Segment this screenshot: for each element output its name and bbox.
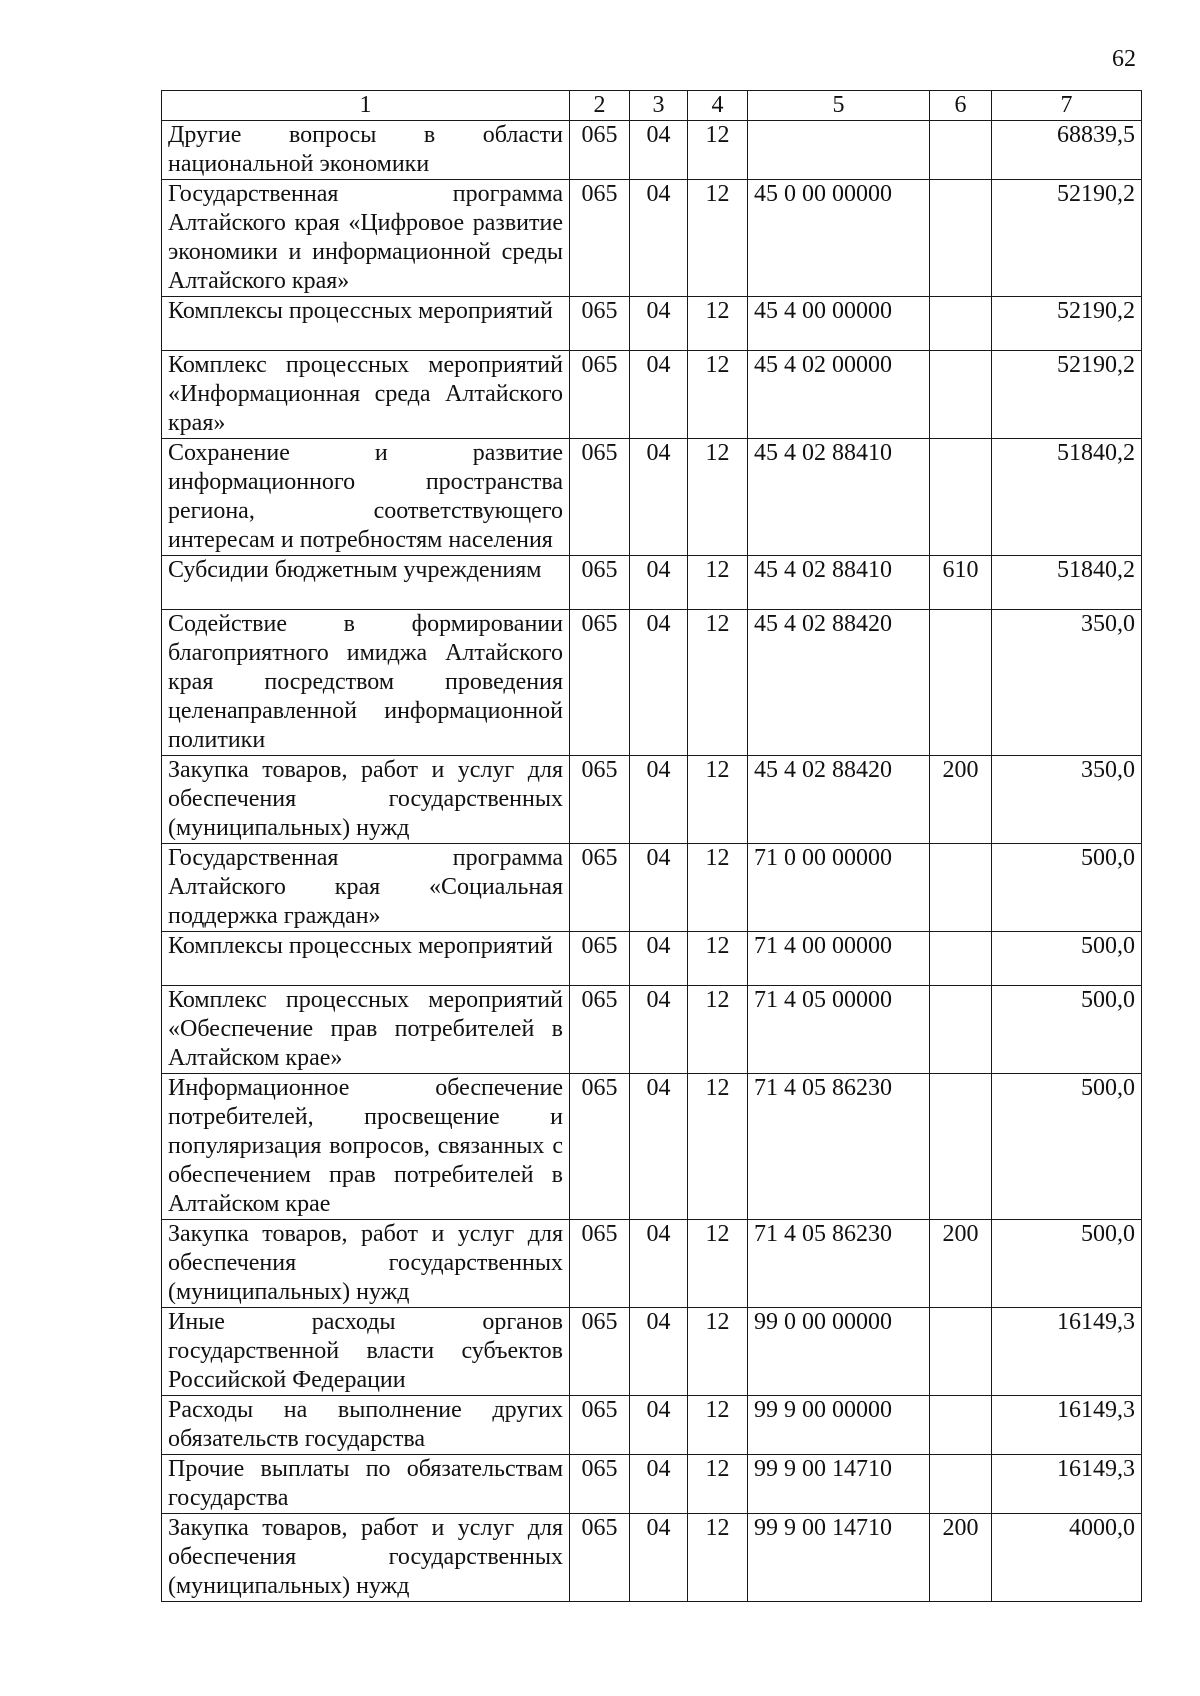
row-name-cell-text: Комплексы процессных мероприятий bbox=[168, 298, 553, 324]
row-target-article-cell-text: 71 0 00 00000 bbox=[754, 845, 892, 871]
row-vedomstvo-cell-text: 065 bbox=[581, 122, 618, 148]
row-podrazdel-cell bbox=[688, 439, 748, 556]
row-target-article-cell bbox=[748, 1220, 930, 1308]
row-expense-type-cell bbox=[930, 1074, 992, 1220]
row-vedomstvo-cell-text: 065 bbox=[581, 181, 618, 207]
row-expense-type-cell bbox=[930, 351, 992, 439]
row-sum-cell bbox=[992, 121, 1142, 180]
row-name-cell bbox=[162, 1396, 570, 1455]
page-number: 62 bbox=[1112, 46, 1136, 72]
row-name-cell bbox=[162, 756, 570, 844]
row-expense-type-cell bbox=[930, 1396, 992, 1455]
row-sum-cell-text: 350,0 bbox=[1081, 757, 1135, 783]
row-podrazdel-cell-text: 12 bbox=[705, 440, 730, 466]
row-vedomstvo-cell bbox=[570, 986, 630, 1074]
row-vedomstvo-cell bbox=[570, 121, 630, 180]
row-target-article-cell-text: 45 4 02 00000 bbox=[754, 352, 892, 378]
row-podrazdel-cell-text: 12 bbox=[705, 1456, 730, 1482]
row-vedomstvo-cell bbox=[570, 1455, 630, 1514]
row-expense-type-cell bbox=[930, 556, 992, 610]
row-podrazdel-cell bbox=[688, 1455, 748, 1514]
row-target-article-cell bbox=[748, 756, 930, 844]
row-expense-type-cell bbox=[930, 297, 992, 351]
table-row bbox=[162, 297, 1142, 351]
row-name-cell-text: Расходы на выполнение других обязательств государства bbox=[168, 1397, 563, 1452]
row-podrazdel-cell-text: 12 bbox=[705, 757, 730, 783]
row-razdel-cell-text: 04 bbox=[646, 1075, 671, 1101]
row-sum-cell-text: 52190,2 bbox=[1057, 181, 1135, 207]
row-vedomstvo-cell bbox=[570, 297, 630, 351]
row-name-cell-text: Закупка товаров, работ и услуг для обеспечения государственных (муниципальных) нужд bbox=[168, 757, 563, 841]
row-target-article-cell-text: 71 4 05 86230 bbox=[754, 1221, 892, 1247]
row-sum-cell bbox=[992, 439, 1142, 556]
row-target-article-cell bbox=[748, 844, 930, 932]
row-podrazdel-cell-text: 12 bbox=[705, 1075, 730, 1101]
row-vedomstvo-cell bbox=[570, 844, 630, 932]
row-vedomstvo-cell-text: 065 bbox=[581, 987, 618, 1013]
row-expense-type-cell bbox=[930, 1220, 992, 1308]
row-razdel-cell bbox=[630, 932, 688, 986]
row-name-cell bbox=[162, 351, 570, 439]
column-header: 5 bbox=[748, 91, 930, 121]
row-vedomstvo-cell-text: 065 bbox=[581, 611, 618, 637]
row-target-article-cell-text: 71 4 05 00000 bbox=[754, 987, 892, 1013]
row-vedomstvo-cell-text: 065 bbox=[581, 352, 618, 378]
row-target-article-cell bbox=[748, 1308, 930, 1396]
table-row bbox=[162, 756, 1142, 844]
row-razdel-cell bbox=[630, 1220, 688, 1308]
row-name-cell bbox=[162, 180, 570, 297]
row-expense-type-cell-text: 200 bbox=[942, 1515, 979, 1541]
row-target-article-cell-text: 45 4 02 88420 bbox=[754, 611, 892, 637]
row-target-article-cell bbox=[748, 180, 930, 297]
row-podrazdel-cell bbox=[688, 180, 748, 297]
row-target-article-cell bbox=[748, 1514, 930, 1602]
row-target-article-cell-text: 99 9 00 00000 bbox=[754, 1397, 892, 1423]
table-row bbox=[162, 844, 1142, 932]
row-name-cell-text: Информационное обеспечение потребителей, просвещение и популяризация вопросов, связанных с обеспечением прав потребителей в Алтайском крае bbox=[168, 1075, 563, 1217]
column-header: 3 bbox=[630, 91, 688, 121]
row-razdel-cell bbox=[630, 610, 688, 756]
row-expense-type-cell-text: 610 bbox=[942, 557, 979, 583]
row-name-cell-text: Закупка товаров, работ и услуг для обеспечения государственных (муниципальных) нужд bbox=[168, 1515, 563, 1599]
column-header: 6 bbox=[930, 91, 992, 121]
row-vedomstvo-cell-text: 065 bbox=[581, 440, 618, 466]
table-row bbox=[162, 1074, 1142, 1220]
row-name-cell bbox=[162, 1308, 570, 1396]
row-vedomstvo-cell bbox=[570, 610, 630, 756]
row-podrazdel-cell-text: 12 bbox=[705, 845, 730, 871]
row-vedomstvo-cell-text: 065 bbox=[581, 1221, 618, 1247]
row-target-article-cell-text: 45 4 02 88410 bbox=[754, 557, 892, 583]
row-name-cell-text: Комплексы процессных мероприятий bbox=[168, 933, 553, 959]
row-vedomstvo-cell-text: 065 bbox=[581, 557, 618, 583]
table-row bbox=[162, 1220, 1142, 1308]
row-target-article-cell-text: 45 4 00 00000 bbox=[754, 298, 892, 324]
row-name-cell bbox=[162, 297, 570, 351]
row-razdel-cell-text: 04 bbox=[646, 122, 671, 148]
row-name-cell-text: Иные расходы органов государственной власти субъектов Российской Федерации bbox=[168, 1309, 563, 1393]
row-name-cell bbox=[162, 556, 570, 610]
row-target-article-cell bbox=[748, 1396, 930, 1455]
row-vedomstvo-cell-text: 065 bbox=[581, 845, 618, 871]
row-vedomstvo-cell-text: 065 bbox=[581, 1075, 618, 1101]
row-podrazdel-cell-text: 12 bbox=[705, 557, 730, 583]
row-razdel-cell-text: 04 bbox=[646, 757, 671, 783]
row-podrazdel-cell bbox=[688, 556, 748, 610]
row-sum-cell-text: 350,0 bbox=[1081, 611, 1135, 637]
row-razdel-cell-text: 04 bbox=[646, 352, 671, 378]
row-podrazdel-cell-text: 12 bbox=[705, 933, 730, 959]
row-vedomstvo-cell bbox=[570, 1396, 630, 1455]
row-expense-type-cell bbox=[930, 1514, 992, 1602]
row-podrazdel-cell bbox=[688, 297, 748, 351]
row-name-cell bbox=[162, 1455, 570, 1514]
row-expense-type-cell bbox=[930, 756, 992, 844]
row-target-article-cell bbox=[748, 1074, 930, 1220]
row-podrazdel-cell bbox=[688, 1396, 748, 1455]
row-podrazdel-cell bbox=[688, 756, 748, 844]
row-name-cell bbox=[162, 986, 570, 1074]
row-target-article-cell bbox=[748, 610, 930, 756]
row-sum-cell bbox=[992, 610, 1142, 756]
row-vedomstvo-cell-text: 065 bbox=[581, 298, 618, 324]
row-expense-type-cell bbox=[930, 1455, 992, 1514]
table-row bbox=[162, 1308, 1142, 1396]
row-vedomstvo-cell-text: 065 bbox=[581, 1309, 618, 1335]
row-sum-cell-text: 51840,2 bbox=[1057, 557, 1135, 583]
row-sum-cell bbox=[992, 1396, 1142, 1455]
row-name-cell-text: Содействие в формировании благоприятного имиджа Алтайского края посредством проведения целенаправленной информационной политики bbox=[168, 611, 563, 753]
row-podrazdel-cell-text: 12 bbox=[705, 298, 730, 324]
row-podrazdel-cell bbox=[688, 1220, 748, 1308]
table-row bbox=[162, 1455, 1142, 1514]
row-sum-cell-text: 16149,3 bbox=[1057, 1456, 1135, 1482]
row-razdel-cell-text: 04 bbox=[646, 181, 671, 207]
row-sum-cell-text: 500,0 bbox=[1081, 845, 1135, 871]
row-target-article-cell-text: 45 4 02 88420 bbox=[754, 757, 892, 783]
row-expense-type-cell-text: 200 bbox=[942, 1221, 979, 1247]
row-sum-cell-text: 51840,2 bbox=[1057, 440, 1135, 466]
row-sum-cell bbox=[992, 932, 1142, 986]
row-podrazdel-cell-text: 12 bbox=[705, 181, 730, 207]
row-sum-cell-text: 16149,3 bbox=[1057, 1397, 1135, 1423]
row-sum-cell-text: 500,0 bbox=[1081, 1221, 1135, 1247]
row-razdel-cell-text: 04 bbox=[646, 933, 671, 959]
row-name-cell-text: Комплекс процессных мероприятий «Информационная среда Алтайского края» bbox=[168, 352, 563, 436]
row-name-cell-text: Субсидии бюджетным учреждениям bbox=[168, 557, 542, 583]
table-row bbox=[162, 439, 1142, 556]
row-name-cell bbox=[162, 439, 570, 556]
row-sum-cell bbox=[992, 180, 1142, 297]
row-name-cell bbox=[162, 610, 570, 756]
row-razdel-cell bbox=[630, 556, 688, 610]
row-podrazdel-cell bbox=[688, 351, 748, 439]
row-sum-cell bbox=[992, 556, 1142, 610]
row-vedomstvo-cell bbox=[570, 556, 630, 610]
row-name-cell-text: Сохранение и развитие информационного пространства региона, соответствующего интересам и потребностям населения bbox=[168, 440, 563, 553]
row-expense-type-cell bbox=[930, 610, 992, 756]
row-razdel-cell-text: 04 bbox=[646, 1309, 671, 1335]
row-target-article-cell bbox=[748, 1455, 930, 1514]
budget-table bbox=[161, 90, 1142, 1602]
row-razdel-cell-text: 04 bbox=[646, 1456, 671, 1482]
row-vedomstvo-cell-text: 065 bbox=[581, 1456, 618, 1482]
row-sum-cell-text: 500,0 bbox=[1081, 933, 1135, 959]
row-target-article-cell-text: 71 4 00 00000 bbox=[754, 933, 892, 959]
column-header: 1 bbox=[162, 91, 570, 121]
row-razdel-cell-text: 04 bbox=[646, 987, 671, 1013]
row-name-cell-text: Закупка товаров, работ и услуг для обеспечения государственных (муниципальных) нужд bbox=[168, 1221, 563, 1305]
table-row bbox=[162, 986, 1142, 1074]
row-razdel-cell-text: 04 bbox=[646, 845, 671, 871]
row-expense-type-cell-text: 200 bbox=[942, 757, 979, 783]
table-row bbox=[162, 121, 1142, 180]
row-vedomstvo-cell bbox=[570, 1074, 630, 1220]
row-podrazdel-cell-text: 12 bbox=[705, 987, 730, 1013]
row-sum-cell bbox=[992, 844, 1142, 932]
row-razdel-cell bbox=[630, 1514, 688, 1602]
header-row bbox=[162, 91, 1142, 121]
row-podrazdel-cell bbox=[688, 121, 748, 180]
row-podrazdel-cell bbox=[688, 844, 748, 932]
row-sum-cell bbox=[992, 351, 1142, 439]
row-razdel-cell bbox=[630, 844, 688, 932]
row-razdel-cell-text: 04 bbox=[646, 557, 671, 583]
row-sum-cell bbox=[992, 756, 1142, 844]
row-razdel-cell-text: 04 bbox=[646, 1515, 671, 1541]
row-vedomstvo-cell bbox=[570, 351, 630, 439]
row-podrazdel-cell bbox=[688, 610, 748, 756]
row-podrazdel-cell bbox=[688, 1074, 748, 1220]
row-vedomstvo-cell-text: 065 bbox=[581, 1397, 618, 1423]
row-expense-type-cell bbox=[930, 180, 992, 297]
row-name-cell bbox=[162, 1514, 570, 1602]
row-vedomstvo-cell-text: 065 bbox=[581, 1515, 618, 1541]
row-podrazdel-cell-text: 12 bbox=[705, 122, 730, 148]
row-sum-cell-text: 500,0 bbox=[1081, 1075, 1135, 1101]
row-sum-cell bbox=[992, 1455, 1142, 1514]
row-expense-type-cell bbox=[930, 121, 992, 180]
row-razdel-cell bbox=[630, 986, 688, 1074]
row-razdel-cell-text: 04 bbox=[646, 1221, 671, 1247]
row-razdel-cell-text: 04 bbox=[646, 1397, 671, 1423]
row-razdel-cell bbox=[630, 1308, 688, 1396]
row-razdel-cell-text: 04 bbox=[646, 611, 671, 637]
row-target-article-cell-text: 45 4 02 88410 bbox=[754, 440, 892, 466]
row-target-article-cell-text: 99 9 00 14710 bbox=[754, 1515, 892, 1541]
row-target-article-cell bbox=[748, 439, 930, 556]
table-row bbox=[162, 556, 1142, 610]
row-sum-cell bbox=[992, 1308, 1142, 1396]
table-row bbox=[162, 610, 1142, 756]
row-podrazdel-cell bbox=[688, 986, 748, 1074]
row-vedomstvo-cell bbox=[570, 932, 630, 986]
row-razdel-cell bbox=[630, 180, 688, 297]
row-target-article-cell bbox=[748, 121, 930, 180]
row-name-cell-text: Прочие выплаты по обязательствам государства bbox=[168, 1456, 563, 1511]
row-sum-cell-text: 68839,5 bbox=[1057, 122, 1135, 148]
row-sum-cell bbox=[992, 986, 1142, 1074]
row-expense-type-cell bbox=[930, 844, 992, 932]
row-vedomstvo-cell bbox=[570, 1514, 630, 1602]
row-name-cell-text: Государственная программа Алтайского края «Цифровое развитие экономики и информационной среды Алтайского края» bbox=[168, 181, 563, 294]
row-razdel-cell-text: 04 bbox=[646, 298, 671, 324]
table-row bbox=[162, 1396, 1142, 1455]
table-row bbox=[162, 351, 1142, 439]
row-name-cell-text: Другие вопросы в области национальной экономики bbox=[168, 122, 563, 177]
row-name-cell bbox=[162, 121, 570, 180]
row-expense-type-cell bbox=[930, 1308, 992, 1396]
row-razdel-cell bbox=[630, 1455, 688, 1514]
row-sum-cell bbox=[992, 1074, 1142, 1220]
row-razdel-cell bbox=[630, 297, 688, 351]
row-vedomstvo-cell bbox=[570, 756, 630, 844]
row-razdel-cell bbox=[630, 121, 688, 180]
row-podrazdel-cell-text: 12 bbox=[705, 352, 730, 378]
row-target-article-cell-text: 99 0 00 00000 bbox=[754, 1309, 892, 1335]
table-row bbox=[162, 932, 1142, 986]
row-sum-cell-text: 500,0 bbox=[1081, 987, 1135, 1013]
row-podrazdel-cell-text: 12 bbox=[705, 1309, 730, 1335]
row-sum-cell-text: 52190,2 bbox=[1057, 352, 1135, 378]
row-sum-cell bbox=[992, 297, 1142, 351]
row-sum-cell-text: 4000,0 bbox=[1069, 1515, 1135, 1541]
row-podrazdel-cell-text: 12 bbox=[705, 1515, 730, 1541]
row-name-cell bbox=[162, 844, 570, 932]
row-expense-type-cell bbox=[930, 932, 992, 986]
row-razdel-cell bbox=[630, 1396, 688, 1455]
row-razdel-cell bbox=[630, 1074, 688, 1220]
row-target-article-cell-text: 99 9 00 14710 bbox=[754, 1456, 892, 1482]
row-podrazdel-cell-text: 12 bbox=[705, 611, 730, 637]
row-vedomstvo-cell bbox=[570, 1220, 630, 1308]
row-razdel-cell-text: 04 bbox=[646, 440, 671, 466]
row-name-cell-text: Государственная программа Алтайского края «Социальная поддержка граждан» bbox=[168, 845, 563, 929]
row-podrazdel-cell bbox=[688, 1308, 748, 1396]
row-target-article-cell bbox=[748, 932, 930, 986]
row-razdel-cell bbox=[630, 756, 688, 844]
row-podrazdel-cell bbox=[688, 932, 748, 986]
row-name-cell bbox=[162, 932, 570, 986]
row-target-article-cell-text: 45 0 00 00000 bbox=[754, 181, 892, 207]
row-vedomstvo-cell bbox=[570, 180, 630, 297]
row-name-cell bbox=[162, 1074, 570, 1220]
table-body bbox=[162, 121, 1142, 1602]
column-header: 4 bbox=[688, 91, 748, 121]
column-header: 7 bbox=[992, 91, 1142, 121]
row-vedomstvo-cell bbox=[570, 1308, 630, 1396]
row-podrazdel-cell-text: 12 bbox=[705, 1397, 730, 1423]
column-header: 2 bbox=[570, 91, 630, 121]
row-target-article-cell bbox=[748, 986, 930, 1074]
table-row bbox=[162, 1514, 1142, 1602]
row-sum-cell bbox=[992, 1514, 1142, 1602]
table-row bbox=[162, 180, 1142, 297]
row-name-cell bbox=[162, 1220, 570, 1308]
row-target-article-cell-text: 71 4 05 86230 bbox=[754, 1075, 892, 1101]
row-name-cell-text: Комплекс процессных мероприятий «Обеспечение прав потребителей в Алтайском крае» bbox=[168, 987, 563, 1071]
row-expense-type-cell bbox=[930, 439, 992, 556]
row-razdel-cell bbox=[630, 439, 688, 556]
row-target-article-cell bbox=[748, 351, 930, 439]
row-sum-cell bbox=[992, 1220, 1142, 1308]
row-podrazdel-cell bbox=[688, 1514, 748, 1602]
row-vedomstvo-cell bbox=[570, 439, 630, 556]
row-razdel-cell bbox=[630, 351, 688, 439]
row-expense-type-cell bbox=[930, 986, 992, 1074]
row-vedomstvo-cell-text: 065 bbox=[581, 757, 618, 783]
row-target-article-cell bbox=[748, 297, 930, 351]
row-target-article-cell bbox=[748, 556, 930, 610]
row-sum-cell-text: 52190,2 bbox=[1057, 298, 1135, 324]
row-vedomstvo-cell-text: 065 bbox=[581, 933, 618, 959]
row-podrazdel-cell-text: 12 bbox=[705, 1221, 730, 1247]
row-sum-cell-text: 16149,3 bbox=[1057, 1309, 1135, 1335]
